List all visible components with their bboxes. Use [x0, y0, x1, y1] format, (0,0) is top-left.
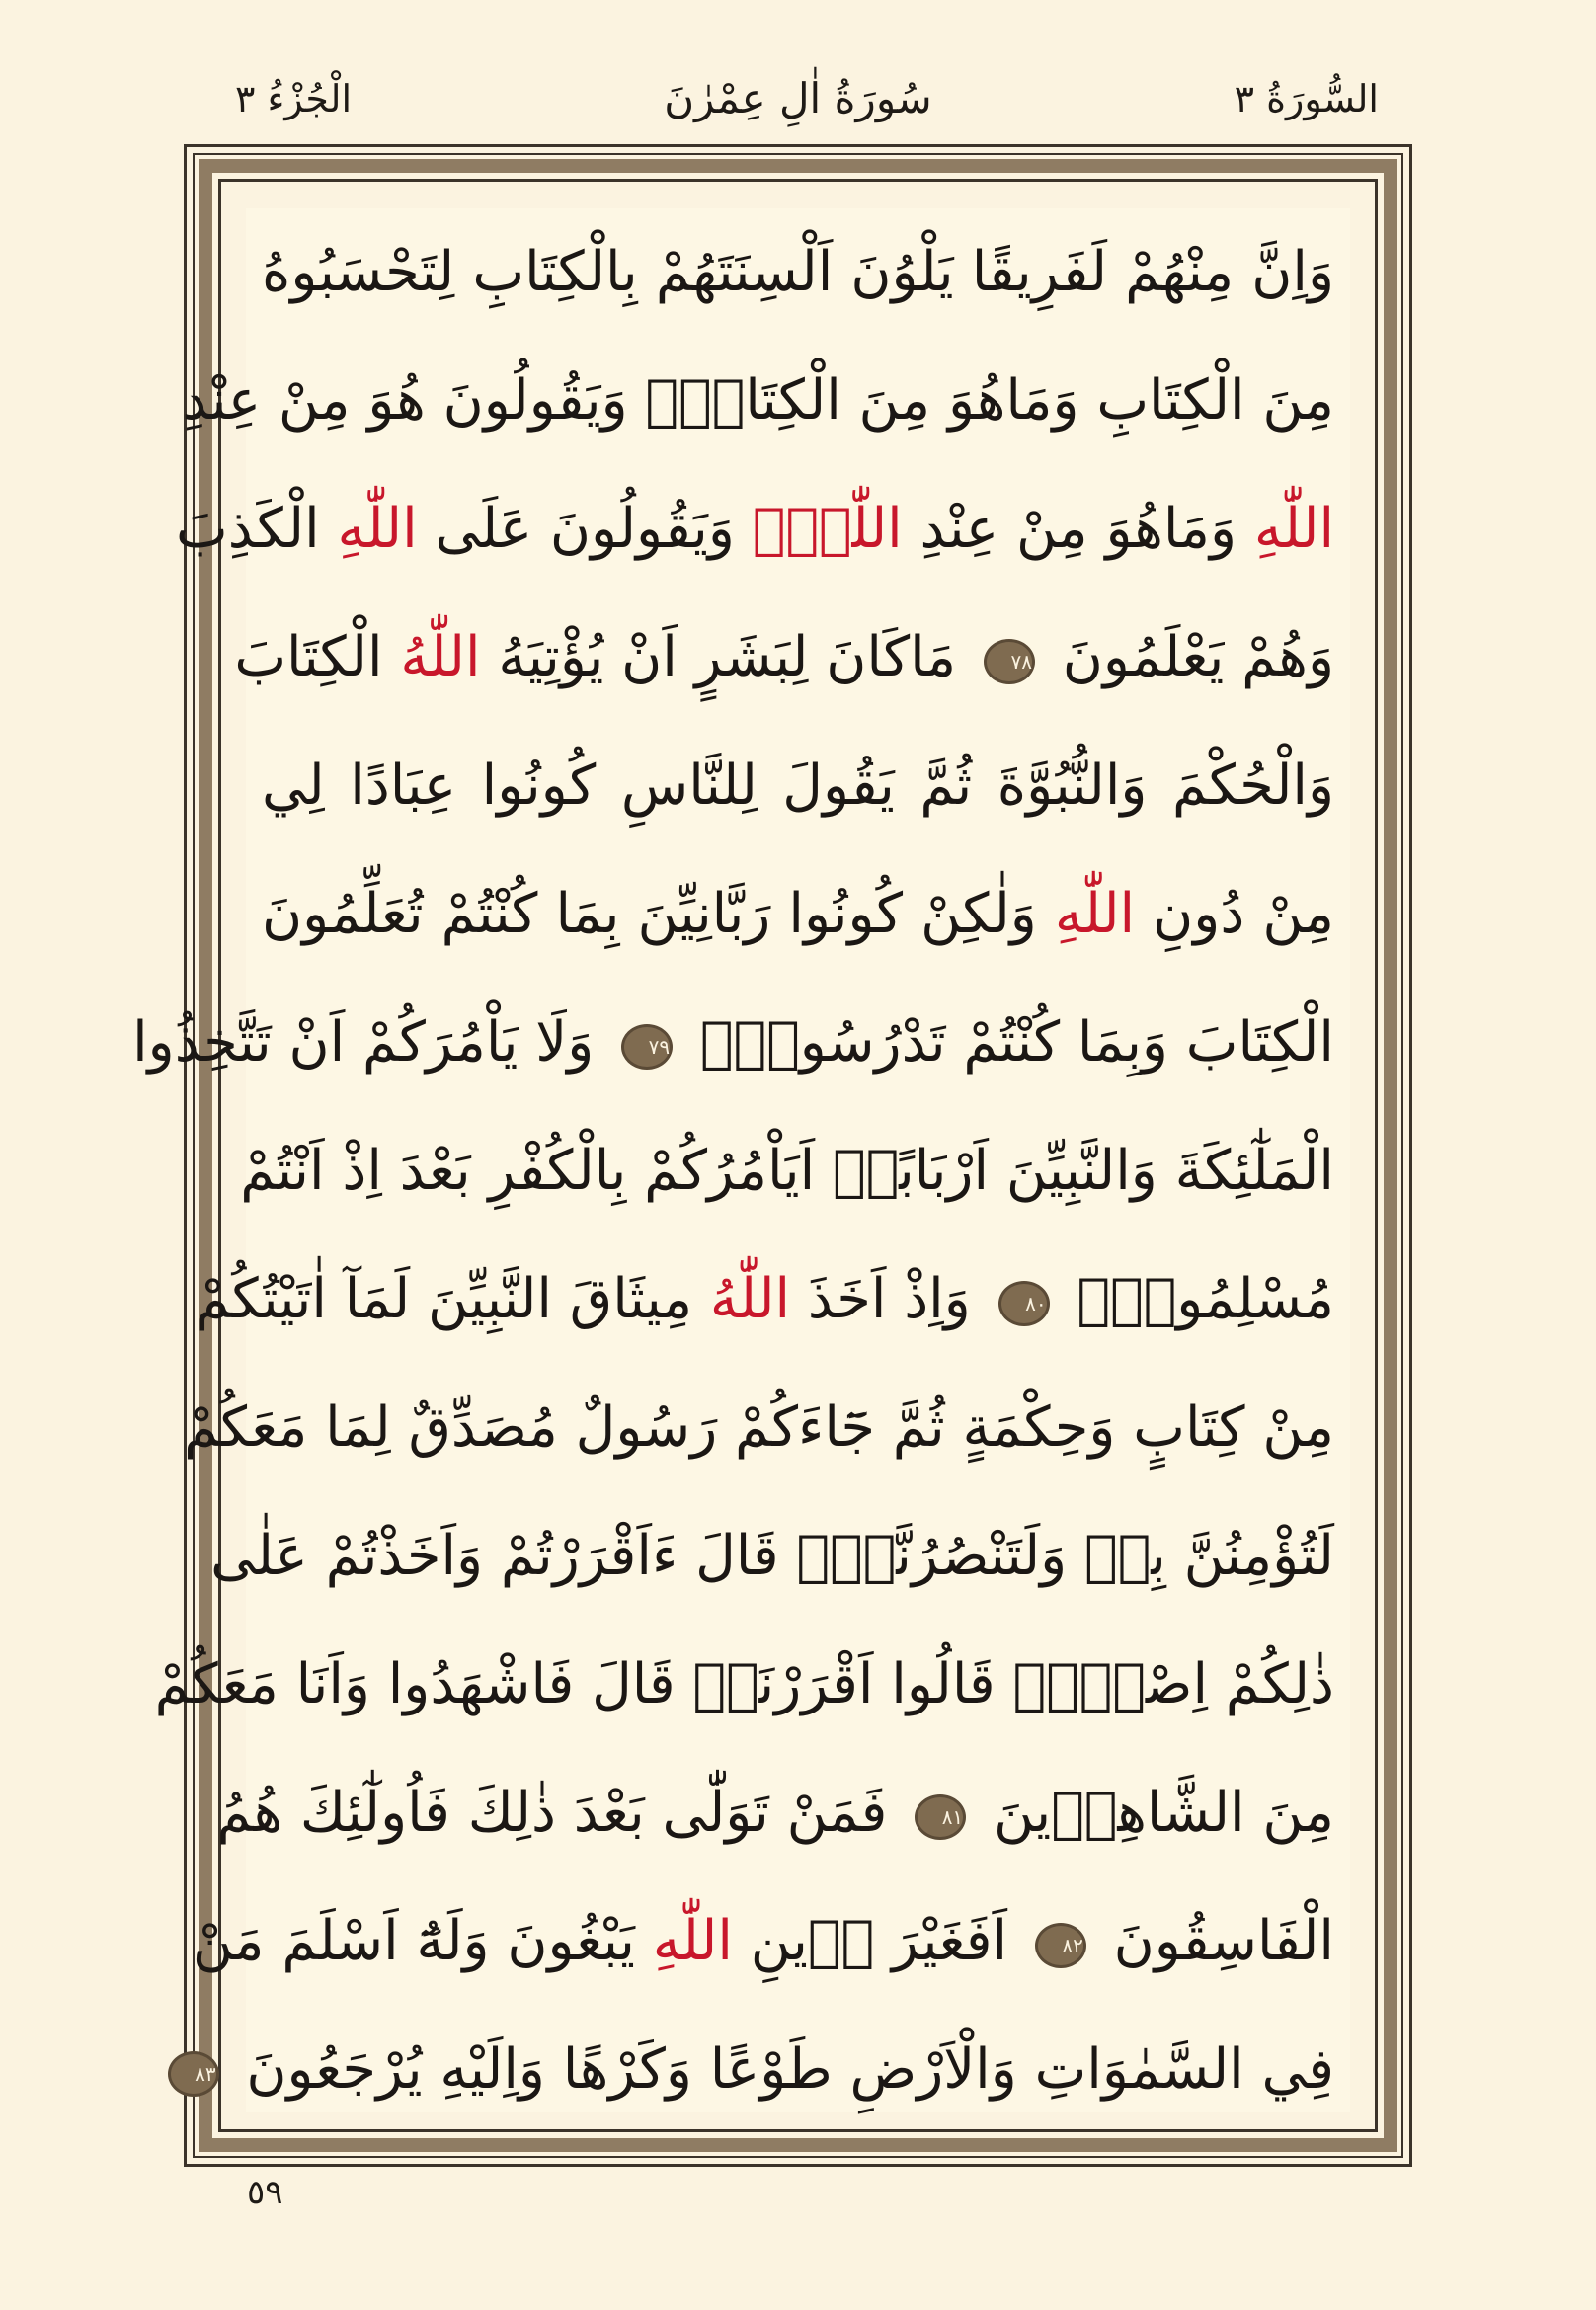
verse-text: وَمَاهُوَ مِنْ عِنْدِ — [902, 497, 1254, 561]
verse-line — [246, 722, 1350, 850]
verse-text: ۚ وَيَقُولُونَ عَلَى — [417, 497, 753, 561]
verse-text: الْكَذِبَ — [176, 497, 338, 561]
verse-text: لَتُؤْمِنُنَّ بِهٖ وَلَتَنْصُرُنَّهُۜ قَالَ ءَاَقْرَرْتُمْ وَاَخَذْتُمْ عَلٰى — [210, 1524, 1334, 1588]
verse-line — [246, 208, 1350, 337]
verse-text: وَاِذْ اَخَذَ — [790, 1267, 989, 1331]
divine-name: اللّٰهِ — [337, 497, 418, 561]
verse-line — [210, 1492, 1350, 1621]
page-number: ٥٩ — [247, 2173, 283, 2212]
verse-text: وَاِنَّ مِنْهُمْ لَفَرِيقًا يَلْوُنَ اَلْسِنَتَهُمْ بِالْكِتَابِ لِتَحْسَبُوهُ — [262, 240, 1334, 304]
verse-text: وَهُمْ يَعْلَمُونَ — [1044, 625, 1334, 689]
ayah-number-marker: ٧٩ — [621, 1024, 673, 1070]
verse-text: مَاكَانَ لِبَشَرٍ اَنْ يُؤْتِيَهُ — [480, 625, 974, 689]
verse-line — [234, 594, 1350, 722]
verse-line — [154, 1621, 1350, 1749]
verse-line — [240, 1107, 1350, 1235]
verse-line — [195, 2006, 1350, 2134]
verse-line — [182, 337, 1350, 465]
divine-name: اللّٰهِ — [1253, 497, 1334, 561]
verse-line — [132, 979, 1350, 1107]
quran-text-area — [132, 208, 1350, 2112]
verse-line — [184, 1364, 1350, 1492]
page-frame — [132, 144, 1412, 2167]
verse-text: فَمَنْ تَوَلّٰى بَعْدَ ذٰلِكَ فَاُولٰٓئِكَ هُمُ — [216, 1781, 906, 1845]
ayah-number-marker: ٨٣ — [168, 2051, 219, 2097]
verse-text: اَفَغَيْرَ دٖينِ — [732, 1909, 1025, 1973]
ayah-number-marker: ٨٢ — [1035, 1923, 1086, 1968]
divine-name: اللّٰهُ — [400, 625, 481, 689]
ayah-number-marker: ٧٨ — [984, 639, 1035, 684]
juz-label: الْجُزْءُ ٣ — [235, 77, 353, 120]
verse-text: مِنْ كِتَابٍ وَحِكْمَةٍ ثُمَّ جَٓاءَكُمْ رَسُولٌ مُصَدِّقٌ لِمَا مَعَكُمْ — [184, 1395, 1334, 1460]
verse-line — [176, 465, 1350, 594]
ayah-number-marker: ٨١ — [915, 1794, 966, 1840]
verse-text: وَلٰكِنْ كُونُوا رَبَّانِيِّنَ بِمَا كُنْتُمْ تُعَلِّمُونَ — [262, 882, 1055, 946]
verse-text: وَالْحُكْمَ وَالنُّبُوَّةَ ثُمَّ يَقُولَ لِلنَّاسِ كُونُوا عِبَادًا لِي — [262, 754, 1334, 818]
surah-name-title: سُورَةُ اٰلِ عِمْرٰنَ — [664, 74, 932, 122]
verse-text: الْمَلٰٓئِكَةَ وَالنَّبِيِّنَ اَرْبَابًاۜ اَيَاْمُرُكُمْ بِالْكُفْرِ بَعْدَ اِذْ اَنْتُمْ — [240, 1139, 1334, 1203]
verse-text: يَبْغُونَ وَلَهُٓ اَسْلَمَ مَنْ — [192, 1909, 653, 1973]
verse-text: مِنَ الْكِتَابِ وَمَاهُوَ مِنَ الْكِتَابِۚ وَيَقُولُونَ هُوَ مِنْ عِنْدِ — [182, 368, 1334, 433]
verse-line — [246, 850, 1350, 979]
verse-line — [195, 1235, 1350, 1364]
verse-text: الْكِتَابَ وَبِمَا كُنْتُمْ تَدْرُسُونَۙ — [682, 1010, 1334, 1075]
verse-text: ذٰلِكُمْ اِصْرٖيۜ قَالُوا اَقْرَرْنَاۜ قَالَ فَاشْهَدُوا وَاَنَا مَعَكُمْ — [154, 1652, 1334, 1716]
ayah-number-marker: ٨٠ — [998, 1281, 1050, 1326]
verse-text: الْكِتَابَ — [234, 625, 401, 689]
verse-text: مِنَ الشَّاهِدٖينَ — [976, 1781, 1334, 1845]
verse-text: الْفَاسِقُونَ — [1095, 1909, 1334, 1973]
surah-number-label: السُّورَةُ ٣ — [1234, 77, 1379, 120]
verse-text: وَلَا يَاْمُرَكُمْ اَنْ تَتَّخِذُوا — [132, 1010, 612, 1075]
divine-name: اللّٰهِ — [1054, 882, 1136, 946]
verse-line — [192, 1877, 1350, 2006]
verse-text: مُسْلِمُونَۚ — [1059, 1267, 1334, 1331]
verse-text: مِيثَاقَ النَّبِيِّنَ لَمَآ اٰتَيْتُكُمْ — [195, 1267, 710, 1331]
verse-line — [216, 1749, 1350, 1877]
verse-text: فِي السَّمٰوَاتِ وَالْاَرْضِ طَوْعًا وَكَرْهًا وَاِلَيْهِ يُرْجَعُونَ — [228, 2037, 1334, 2102]
divine-name: اللّٰهِ — [652, 1909, 733, 1973]
divine-name: اللّٰهِ — [752, 497, 903, 561]
verse-text: مِنْ دُونِ — [1135, 882, 1334, 946]
divine-name: اللّٰهُ — [709, 1267, 791, 1331]
